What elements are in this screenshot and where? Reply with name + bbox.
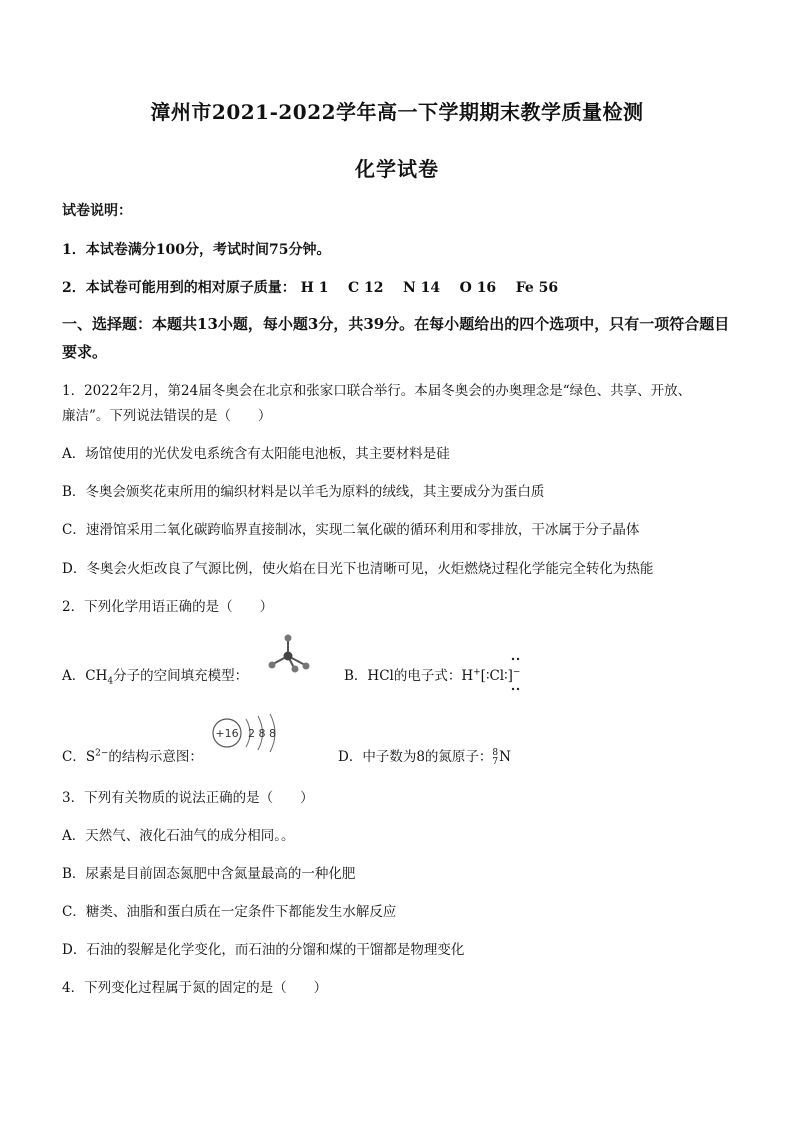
q2-stem: 2．下列化学用语正确的是（ ） <box>62 599 274 615</box>
q2-d-text: D．中子数为8的氮原子： <box>338 749 493 765</box>
exam-subtitle: 化学试卷 <box>355 157 439 181</box>
q1-option-c: C．速滑馆采用二氧化碳跨临界直接制冰，实现二氧化碳的循环利用和零排放，干冰属于分子晶体 <box>62 522 640 538</box>
q2-d-atomic: 7 <box>492 756 499 767</box>
q2-b-text: B．HCl的电子式： <box>344 668 462 684</box>
q2-c-prefix: C． <box>62 749 86 765</box>
ch4-model-figure <box>266 632 312 674</box>
hcl-electron-dots <box>508 656 524 692</box>
notes-item-2-prefix: 2．本试卷可能用到的相对原子质量： <box>62 280 296 296</box>
q4-stem: 4．下列变化过程属于氮的固定的是（ ） <box>62 980 328 996</box>
q2-d-mass: 8 <box>492 747 499 758</box>
mass-h: H 1 <box>300 280 329 296</box>
q2-d-symbol: N <box>499 749 511 765</box>
section1-heading: 一、选择题：本题共13小题，每小题3分，共39分。在每小题给出的四个选项中，只有一项符合题目要求。 <box>62 315 730 361</box>
notes-item-2 <box>62 277 558 297</box>
q2-c-ion: S <box>85 749 96 765</box>
q2-a-prefix: A． <box>62 668 86 684</box>
notes-heading: 试卷说明： <box>62 203 132 219</box>
q1-option-b: B．冬奥会颁奖花束所用的编织材料是以羊毛为原料的绒线，其主要成分为蛋白质 <box>62 484 545 500</box>
q2-option-b <box>344 664 520 684</box>
s2-nucleus-label: +16 <box>215 727 239 740</box>
q2-option-d <box>338 745 511 767</box>
q3-option-c: C．糖类、油脂和蛋白质在一定条件下都能发生水解反应 <box>62 904 397 920</box>
s2-shell-electrons: 2 8 8 <box>248 727 276 740</box>
q1-option-a: A．场馆使用的光伏发电系统含有太阳能电池板，其主要材料是硅 <box>62 446 450 462</box>
notes-item-1: 1．本试卷满分100分，考试时间75分钟。 <box>62 242 331 258</box>
mass-c: C 12 <box>347 280 384 296</box>
q2-option-c <box>62 745 203 765</box>
q2-b-cl: [∶Cl∶] <box>480 668 513 684</box>
q2-b-plus: + <box>473 667 481 678</box>
q3-stem: 3．下列有关物质的说法正确的是（ ） <box>62 790 314 806</box>
q1-option-d: D．冬奥会火炬改良了气源比例，使火焰在日光下也清晰可见，火炬燃烧过程化学能完全转化为热能 <box>62 561 654 577</box>
q3-option-b: B．尿素是目前固态氮肥中含氮量最高的一种化肥 <box>62 866 356 882</box>
q2-c-charge: 2− <box>95 748 109 759</box>
mass-n: N 14 <box>402 280 441 296</box>
q1-stem-line1: 1．2022年2月，第24届冬奥会在北京和张家口联合举行。本届冬奥会的办奥理念是“绿色、共享、开放、 <box>62 383 692 399</box>
q2-b-h: H <box>461 668 474 684</box>
mass-fe: Fe 56 <box>515 280 559 296</box>
q2-a-text: 分子的空间填充模型： <box>113 668 249 684</box>
q2-c-text: 的结构示意图： <box>108 749 203 765</box>
mass-o: O 16 <box>459 280 497 296</box>
q2-b-minus: − <box>512 667 521 678</box>
q2-a-formula-sub: 4 <box>107 676 114 687</box>
q3-option-a: A．天然气、液化石油气的成分相同。。 <box>62 828 295 844</box>
q2-d-nuclide-numbers <box>492 749 498 767</box>
q3-option-d: D．石油的裂解是化学变化，而石油的分馏和煤的干馏都是物理变化 <box>62 942 465 958</box>
q2-option-a <box>62 664 248 687</box>
q1-stem-line2: 廉洁”。下列说法错误的是（ ） <box>62 408 272 424</box>
s2-structure-diagram <box>210 711 286 755</box>
exam-title: 漳州市2021-2022学年高一下学期期末教学质量检测 <box>150 100 644 124</box>
q2-a-formula: CH <box>85 668 108 684</box>
